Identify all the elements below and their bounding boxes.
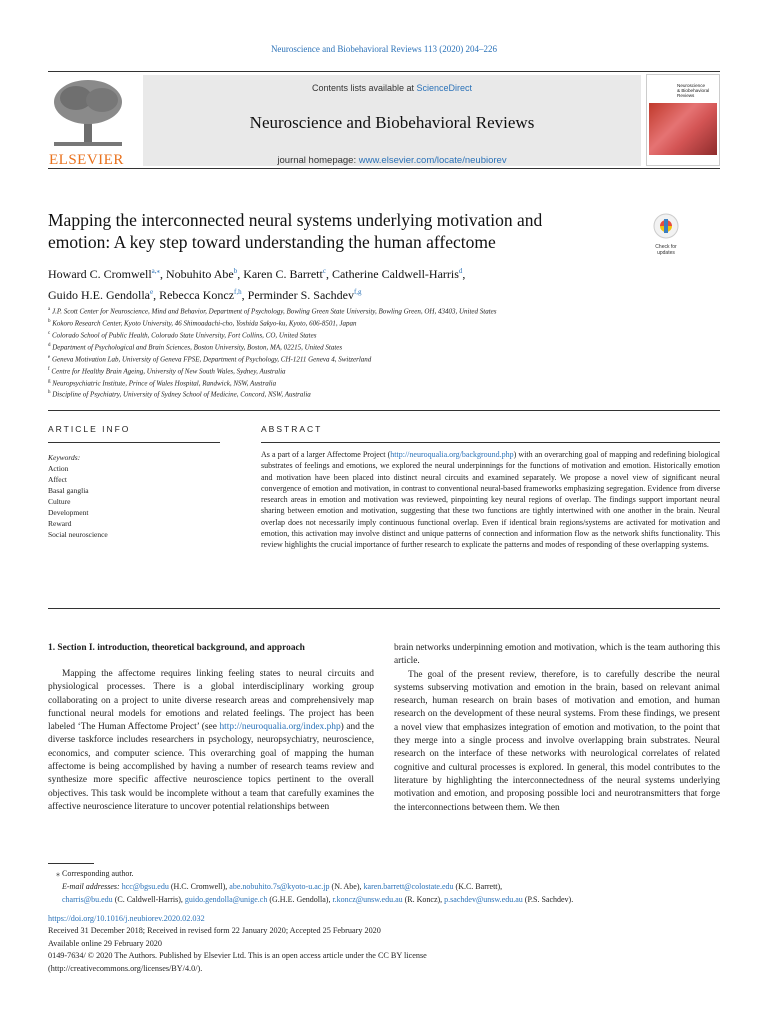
section-heading: 1. Section I. introduction, theoretical background, and approach [48, 643, 305, 653]
article-title: Mapping the interconnected neural systems underlying motivation and emotion: A key step toward understanding the human affectome [48, 210, 543, 252]
authors-line-2 [48, 283, 648, 304]
authors-line-1: Howard C. Cromwell$^{a,⁎}$, Nobuhito Abe$^b$, Karen C. Barrett$^c$, Catherine Caldwell-Harris$^d$, [48, 267, 466, 281]
keyword: Reward [48, 519, 72, 528]
author[interactable]: , Karen C. Barrett$^c$ [237, 267, 326, 281]
email-link[interactable]: guido.gendolla@unige.ch [184, 894, 268, 904]
received-dates: Received 31 December 2018; Received in revised form 22 January 2020; Accepted 25 February 2020 [48, 926, 381, 936]
email-link[interactable]: r.koncz@unsw.edu.au [332, 894, 403, 904]
affiliation-item: $^f$ Centre for Healthy Brain Ageing, University of New South Wales, Sydney, Australia [48, 366, 286, 375]
affiliation-item: $^e$ Geneva Motivation Lab, University of Geneva FPSE, Department of Psychology, CH-1211 Geneva 4, Switzerland [48, 354, 372, 364]
affectome-index-link[interactable]: http://neuroqualia.org/index.php [219, 722, 341, 733]
email-link[interactable]: p.sachdev@unsw.edu.au [444, 894, 523, 904]
author[interactable]: , Rebecca Koncz$^{f,h}$ [153, 288, 242, 302]
cover-image [649, 103, 717, 155]
divider [48, 410, 720, 411]
paragraph: Mapping the affectome requires linking feeling states to neural circuits and physiological processes. There is a global interdisciplinary working group collaborating on a project to unite diverse research areas and comprehensively map functional neural models for emotions and related feelings. The project has been labeled ‘The Human Affectome Project’ (see http://neuroqualia.org/index.php) and the diverse taskforce includes researchers in psychology, neuropsychiatry, neuroscience, economics, and computer science. This overarching goal of mapping the human affectome is being accomplished by having a number of research teams review and synthesize more specific affective neuroscience topics pertinent to the overall objectives. This task would be incomplete without a team that carefully examines the affective neuroscience literature to uncover potential relationships between [48, 669, 374, 812]
body-right-column [394, 642, 720, 815]
author[interactable]: Guido H.E. Gendolla$^e$ [48, 288, 154, 302]
cover-title: Neuroscience & Biobehavioral Reviews [677, 83, 710, 99]
footnote-rule [48, 863, 94, 864]
check-for-updates-badge[interactable]: Check for updates [646, 213, 686, 253]
copyright: 0149-7634/ © 2020 The Authors. Published by Elsevier Ltd. This is an open access article under the CC BY license [48, 951, 427, 961]
keywords [48, 452, 238, 540]
masthead-center [143, 75, 641, 166]
available-online: Available online 29 February 2020 [48, 938, 162, 948]
contents-line: Contents lists available at ScienceDirect [311, 83, 473, 93]
divider [261, 442, 720, 443]
email-link[interactable]: abe.nobuhito.7s@kyoto-u.ac.jp [229, 881, 330, 891]
sciencedirect-link[interactable]: ScienceDirect [416, 83, 473, 93]
keyword: Development [48, 508, 89, 517]
publication-info [48, 913, 720, 975]
homepage-link[interactable]: www.elsevier.com/locate/neubiorev [358, 155, 507, 166]
footnote [48, 868, 720, 906]
divider [48, 608, 720, 609]
affiliations [48, 305, 728, 400]
author[interactable]: Howard C. Cromwell$^{a,⁎}$ [48, 267, 161, 281]
affiliation-item: $^d$ Department of Psychological and Brain Sciences, Boston University, Boston, MA, 02215, United States [48, 342, 343, 352]
crossmark-icon [646, 213, 686, 239]
keywords-label: Keywords: [48, 453, 81, 462]
article-info-heading: ARTICLE INFO [48, 424, 131, 434]
keyword: Social neuroscience [48, 530, 108, 539]
abstract-heading: ABSTRACT [261, 424, 323, 434]
keyword: Action [48, 464, 69, 473]
affiliation-item: $^h$ Discipline of Psychiatry, University of Sydney School of Medicine, Concord, NSW, Australia [48, 390, 311, 399]
email-link[interactable]: hcc@bgsu.edu [121, 881, 169, 891]
journal-citation[interactable]: Neuroscience and Biobehavioral Reviews 113 (2020) 204–226 [270, 44, 498, 54]
elsevier-logo[interactable] [48, 76, 128, 166]
affectome-background-link[interactable]: http://neuroqualia.org/background.php [390, 450, 514, 459]
divider [48, 442, 220, 443]
affiliation-item: $^a$ J.P. Scott Center for Neuroscience, Mind and Behavior, Department of Psychology, Bowling Green State University, Bowling Green, OH, 43403, United States [48, 307, 497, 316]
email-addresses: E-mail addresses: hcc@bgsu.edu (H.C. Cromwell), abe.nobuhito.7s@kyoto-u.ac.jp (N. Abe), karen.barrett@colostate.edu (K.C. Barrett), charris@bu.edu (C. Caldwell-Harris), guido.gendolla@unige.ch (G.H.E. Gendolla), r.koncz@unsw.edu.au (R. Koncz), p.sachdev@unsw.edu.au (P.S. Sachdev). [62, 881, 574, 904]
author-list [48, 262, 648, 304]
body-left-column [48, 642, 374, 814]
journal-title: Neuroscience and Biobehavioral Reviews [249, 113, 535, 132]
tree-icon [48, 76, 128, 150]
license-url[interactable]: (http://creativecommons.org/licenses/BY/4.0/). [48, 963, 203, 973]
journal-cover[interactable] [646, 74, 720, 166]
paragraph: brain networks underpinning emotion and motivation, which is the team authoring this article. [394, 643, 720, 667]
email-link[interactable]: charris@bu.edu [62, 894, 113, 904]
affiliation-item: $^b$ Kokoro Research Center, Kyoto University, 46 Shimoadachi-cho, Yoshida Sakyo-ku, Kyoto, 606-8501, Japan [48, 318, 357, 328]
affiliation-item: $^c$ Colorado School of Public Health, Colorado State University, Fort Collins, CO, United States [48, 330, 317, 340]
journal-homepage: journal homepage: www.elsevier.com/locate/neubiorev [277, 155, 507, 166]
elsevier-wordmark: ELSEVIER [49, 152, 124, 168]
paragraph: The goal of the present review, therefore, is to carefully describe the neural systems subserving motivation and emotion in the brain, based on relevant animal research, human research on brain bases of motivation and emotion, and human research on the development of these neural systems. From these findings, we present a novel view that emphasizes integration of emotion and motivation, to the point that they merge into a single process and involve overlapping brain substrates. Neural research on the interface of these networks with neurological correlates of related cognitive and cultural processes is explored. In general, this model contributes to the literature by highlighting the interconnectedness of the neural systems underlying motivation and emotion, and proposing possible loci and neurotransmitters that forge the interconnections between them. We then [394, 669, 720, 813]
author[interactable]: , Nobuhito Abe$^b$ [160, 267, 238, 281]
author[interactable]: , Perminder S. Sachdev$^{f,g}$ [241, 288, 362, 302]
keyword: Basal ganglia [48, 486, 89, 495]
corresponding-author: ⁎ Corresponding author. [56, 869, 134, 878]
keyword: Culture [48, 497, 71, 506]
keyword: Affect [48, 475, 68, 484]
author[interactable]: , Catherine Caldwell-Harris$^d$ [325, 267, 463, 281]
journal-masthead [48, 71, 720, 169]
abstract-text: As a part of a larger Affectome Project (http://neuroqualia.org/background.php) with an overarching goal of mapping and redefining biological substrates of feelings and emotions, we explored the neural underpinnings for the functions of motivation and emotion. Historically emotion and motivation have been placed into distinct neural circuits and examined separately. We propose a novel view of significant neural convergence of emotion and motivation, in contrast to conventional neural-based frameworks emphasizing segregation. Evidence from diverse research areas in emotion and motivation was reviewed, pinpointing key neural regions of overlap. The findings support important neural sharing between emotion and motivation, suggesting that these two functions are tightly intertwined with one another in the brain. Neural overlap does not necessarily imply continuous functional overlap. Even if identical brain regions/systems are activated for motivation and emotion, this activation may involve distinct and unique patterns of connection and information flow as the network shifts functionality. This review highlights the crucial importance of further research to explicate the patterns and modes of responding of these overlapping systems. [261, 450, 720, 550]
affiliation-item: $^g$ Neuropsychiatric Institute, Prince of Wales Hospital, Randwick, NSW, Australia [48, 378, 277, 387]
email-link[interactable]: karen.barrett@colostate.edu [363, 881, 454, 891]
doi-link[interactable]: https://doi.org/10.1016/j.neubiorev.2020.02.032 [48, 914, 205, 923]
